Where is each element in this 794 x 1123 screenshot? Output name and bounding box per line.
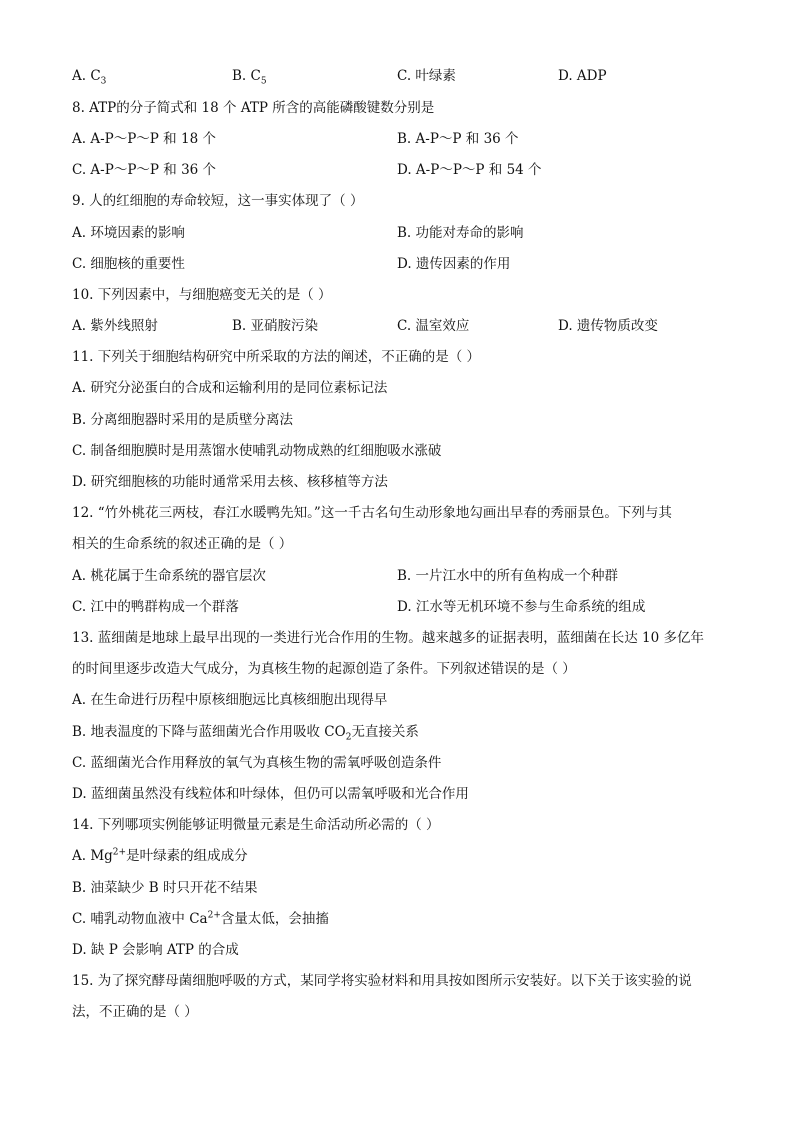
- q7-option-a-subscript: 3: [100, 76, 107, 87]
- q13-option-d: D. 蓝细菌虽然没有线粒体和叶绿体，但仍可以需氧呼吸和光合作用: [72, 786, 469, 802]
- q11-stem: 11. 下列关于细胞结构研究中所采取的方法的阐述，不正确的是（ ）: [72, 349, 481, 365]
- q10-option-b: B. 亚硝胺污染: [232, 318, 319, 334]
- q13-stem-line1: 13. 蓝细菌是地球上最早出现的一类进行光合作用的生物。越来越多的证据表明，蓝细菌在长达 10 多亿年: [72, 630, 705, 646]
- q14-option-c-text: C. 哺乳动物血液中 Ca: [72, 911, 208, 927]
- q13-option-a: A. 在生命进行历程中原核细胞远比真核细胞出现得早: [72, 692, 388, 708]
- q14-option-a-suffix: 是叶绿素的组成成分: [126, 848, 248, 864]
- q11-option-d: D. 研究细胞核的功能时通常采用去核、核移植等方法: [72, 474, 388, 490]
- q8-option-d: D. A-P～P～P 和 54 个: [397, 162, 542, 178]
- q9-option-a: A. 环境因素的影响: [72, 225, 185, 241]
- q7-option-b-text: B. C: [232, 68, 261, 84]
- q9-option-d: D. 遗传因素的作用: [397, 256, 511, 272]
- q8-option-a: A. A-P～P～P 和 18 个: [72, 131, 216, 147]
- q8-option-c: C. A-P～P～P 和 36 个: [72, 162, 217, 178]
- q11-option-a: A. 研究分泌蛋白的合成和运输利用的是同位素标记法: [72, 380, 388, 396]
- q10-option-d: D. 遗传物质改变: [558, 318, 658, 334]
- q14-option-a-superscript: 2+: [112, 847, 127, 858]
- q14-option-c-suffix: 含量太低，会抽搐: [220, 911, 329, 927]
- q13-option-c: C. 蓝细菌光合作用释放的氧气为真核生物的需氧呼吸创造条件: [72, 755, 442, 771]
- q14-option-c: [72, 909, 732, 929]
- q9-stem: 9. 人的红细胞的寿命较短，这一事实体现了（ ）: [72, 193, 364, 209]
- q12-stem-line1: 12. “竹外桃花三两枝，春江水暖鸭先知。”这一千古名句生动形象地勾画出早春的秀丽景色。下列与其: [72, 505, 672, 521]
- q12-option-c: C. 江中的鸭群构成一个群落: [72, 599, 239, 615]
- q9-option-b: B. 功能对寿命的影响: [397, 225, 524, 241]
- q14-option-c-superscript: 2+: [207, 910, 221, 921]
- q8-option-b: B. A-P～P 和 36 个: [397, 131, 519, 147]
- q13-option-b-suffix: 无直接关系: [351, 724, 419, 740]
- q12-option-d: D. 江水等无机环境不参与生命系统的组成: [397, 599, 646, 615]
- q12-stem-line2: 相关的生命系统的叙述正确的是（ ）: [72, 536, 293, 552]
- q13-option-b-subscript: 2: [345, 732, 352, 743]
- q11-option-c: C. 制备细胞膜时是用蒸馏水使哺乳动物成熟的红细胞吸水涨破: [72, 443, 442, 459]
- q10-option-a: A. 紫外线照射: [72, 318, 158, 334]
- q9-option-c: C. 细胞核的重要性: [72, 256, 185, 272]
- q13-option-b-text: B. 地表温度的下降与蓝细菌光合作用吸收 CO: [72, 724, 346, 740]
- q10-option-c: C. 温室效应: [397, 318, 470, 334]
- q14-stem: 14. 下列哪项实例能够证明微量元素是生命活动所必需的（ ）: [72, 817, 440, 833]
- q15-stem-line2: 法，不正确的是（ ）: [72, 1004, 198, 1020]
- q8-stem: 8. ATP的分子简式和 18 个 ATP 所含的高能磷酸键数分别是: [72, 100, 435, 116]
- q7-option-a: [72, 66, 106, 86]
- q7-option-b-subscript: 5: [260, 76, 267, 87]
- q14-option-b: B. 油菜缺少 B 时只开花不结果: [72, 880, 258, 896]
- q13-stem-line2: 的时间里逐步改造大气成分，为真核生物的起源创造了条件。下列叙述错误的是（ ）: [72, 661, 576, 677]
- q7-option-a-text: A. C: [72, 68, 101, 84]
- q13-option-b: [72, 722, 732, 742]
- q11-option-b: B. 分离细胞器时采用的是质壁分离法: [72, 412, 294, 428]
- q12-option-b: B. 一片江水中的所有鱼构成一个种群: [397, 568, 619, 584]
- q7-option-b: [232, 66, 267, 86]
- q14-option-a: [72, 846, 732, 866]
- q12-option-a: A. 桃花属于生命系统的器官层次: [72, 568, 266, 584]
- q7-option-c: C. 叶绿素: [397, 68, 456, 84]
- q10-stem: 10. 下列因素中，与细胞癌变无关的是（ ）: [72, 287, 332, 303]
- q14-option-d: D. 缺 P 会影响 ATP 的合成: [72, 942, 239, 958]
- q14-option-a-text: A. Mg: [72, 848, 113, 864]
- q7-option-d: D. ADP: [558, 68, 607, 84]
- q15-stem-line1: 15. 为了探究酵母菌细胞呼吸的方式，某同学将实验材料和用具按如图所示安装好。以下关于该实验的说: [72, 973, 692, 989]
